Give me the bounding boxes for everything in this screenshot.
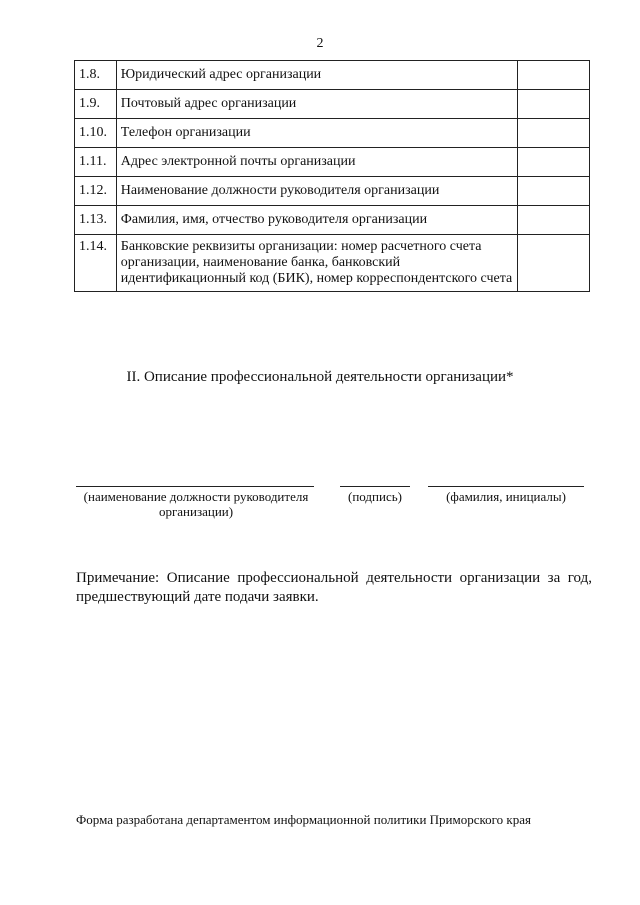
row-value-cell[interactable] xyxy=(517,177,589,206)
position-signature-line xyxy=(76,486,314,487)
row-label: Почтовый адрес организации xyxy=(116,90,517,119)
row-number: 1.13. xyxy=(75,206,117,235)
row-value-cell[interactable] xyxy=(517,61,589,90)
row-number: 1.14. xyxy=(75,235,117,292)
name-signature-line xyxy=(428,486,584,487)
signature-caption: (подпись) xyxy=(348,489,402,504)
row-number: 1.10. xyxy=(75,119,117,148)
position-caption: (наименование должности руководителя организации) xyxy=(83,489,309,519)
table-row xyxy=(75,177,590,206)
name-caption: (фамилия, инициалы) xyxy=(446,489,566,504)
row-value-cell[interactable] xyxy=(517,235,589,292)
row-number: 1.8. xyxy=(75,61,117,90)
row-label: Телефон организации xyxy=(116,119,517,148)
note-text: Примечание: Описание профессиональной деятельности организации за год, предшествующий дате подачи заявки. xyxy=(76,570,592,605)
signature-line xyxy=(340,486,410,487)
row-label: Фамилия, имя, отчество руководителя организации xyxy=(116,206,517,235)
section-title: II. Описание профессиональной деятельности организации* xyxy=(126,369,514,385)
footer-text: Форма разработана департаментом информационной политики Приморского края xyxy=(76,812,531,827)
table-row xyxy=(75,206,590,235)
row-value-cell[interactable] xyxy=(517,206,589,235)
row-label: Наименование должности руководителя организации xyxy=(116,177,517,206)
table-row xyxy=(75,90,590,119)
table-row xyxy=(75,235,590,292)
page-number: 2 xyxy=(316,36,324,51)
row-value-cell[interactable] xyxy=(517,148,589,177)
row-number: 1.9. xyxy=(75,90,117,119)
table-row xyxy=(75,119,590,148)
row-value-cell[interactable] xyxy=(517,119,589,148)
row-label: Юридический адрес организации xyxy=(116,61,517,90)
row-label: Банковские реквизиты организации: номер расчетного счета организации, наименование банка, банковский идентификационный код (БИК), номер корреспондентского счета xyxy=(116,235,517,292)
row-number: 1.11. xyxy=(75,148,117,177)
organization-details-table xyxy=(74,60,590,292)
row-number: 1.12. xyxy=(75,177,117,206)
row-label: Адрес электронной почты организации xyxy=(116,148,517,177)
row-value-cell[interactable] xyxy=(517,90,589,119)
table-row xyxy=(75,148,590,177)
table-row xyxy=(75,61,590,90)
